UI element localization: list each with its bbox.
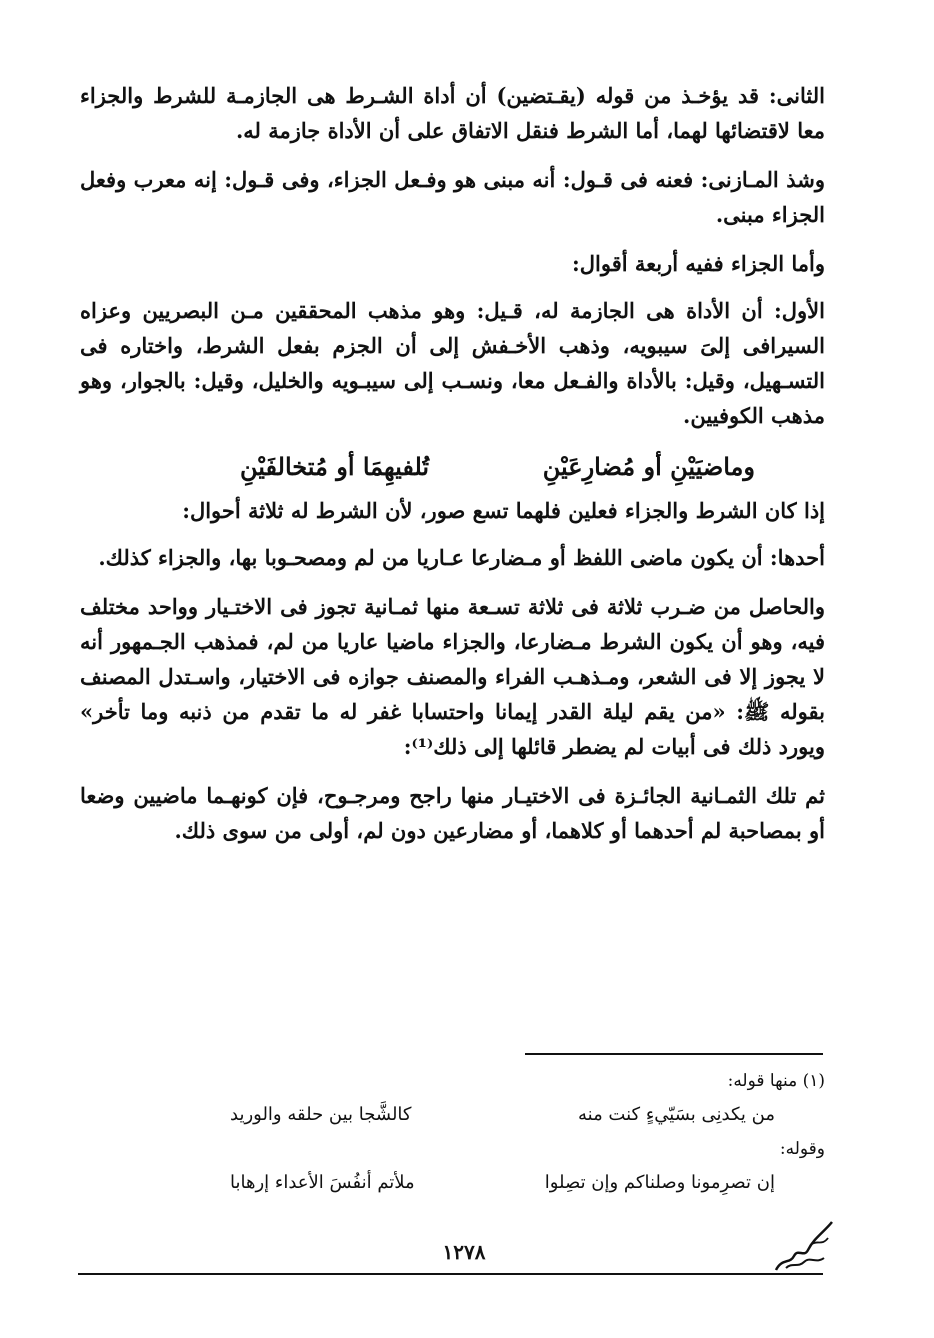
- paragraph-jaza-intro: وأما الجزاء ففيه أربعة أقوال:: [572, 251, 825, 276]
- paragraph-second-point: الثانى: قد يؤخـذ من قوله (يقـتضين) أن أداة الشـرط هى الجازمـة للشرط والجزاء معا لاقتضائها لهما، أما الشرط فنقل الاتفاق على أن الأداة جازمة له.: [80, 83, 825, 143]
- footnote-verse-1-right: من يكدنِى بسَيّيءٍ كنت منه: [577, 1104, 775, 1125]
- paragraph-nine-forms: إذا كان الشرط والجزاء فعلين فلهما تسع صور، لأن الشرط له ثلاثة أحوال:: [182, 498, 825, 523]
- footnote-verse-1-left: كالشَّجا بين حلقه والوريد: [230, 1104, 412, 1125]
- paragraph-result: والحاصل من ضـرب ثلاثة فى ثلاثة تسـعة منها ثمـانية تجوز فى الاختـيار وواحد مختلف فيه، وهو أن يكون الشرط مـضارعا، والجزاء ماضيا عاريا من لم، فمذهب الجـمهور أنه لا يجوز إلا فى الشعر، ومـذهـب الفراء والمصنف جوازه فى الاختيار، واسـتدل المصنف بقوله ﷺ: «من يقم ليلة القدر إيمانا واحتسابا غفر له ما تقدم من ذنبه وما تأخر» ويورد ذلك فى أبيات لم يضطر قائلها إلى ذلك⁽¹⁾:: [80, 594, 825, 759]
- verse-line: [80, 447, 825, 487]
- verse-hemistich-right: وماضيَيْنِ أو مُضارِعَيْنِ: [542, 452, 755, 481]
- footnote-divider: [525, 1053, 823, 1055]
- paragraph-first-opinion: الأول: أن الأداة هى الجازمة له، قـيل: وهو مذهب المحققين مـن البصريين وعزاه السيرافى إلىَ سيبويه، وذهب الأخـفش إلى أن الجزم بفعل الشرط، واختاره فى التسـهيل، وقيل: بالأداة والفـعل معا، ونسـب إلى سيبـويه والخليل، وقيل: بالجوار، وهو مذهب الكوفيين.: [80, 298, 825, 428]
- main-text: [80, 78, 825, 862]
- footnote-intro: (١) منها قوله:: [727, 1071, 825, 1091]
- footnote-verse-1: [150, 1096, 825, 1134]
- paragraph-mazini: وشذ المـازنى: فعنه فى قـول: أنه مبنى هو وفـعل الجزاء، وفى قـول: إنه معرب وفعل الجزاء مبنى.: [80, 167, 825, 227]
- footnote-verse-2: [150, 1164, 825, 1202]
- footnote-verse-2-left: ملأتم أنفُسَ الأعداء إرهابا: [230, 1172, 415, 1193]
- page-number: ١٢٧٨: [442, 1240, 486, 1264]
- signature-mark-icon: [768, 1218, 838, 1278]
- footnote-verse-2-right: إن تصرِمونا وصلناكم وإن تصِلوا: [544, 1172, 775, 1193]
- footnotes: [150, 1066, 825, 1202]
- verse-hemistich-left: تُلفيهِمَا أو مُتخالفَيْنِ: [240, 452, 430, 481]
- paragraph-eight-allowed: ثم تلك الثمـانية الجائـزة فى الاختيـار منها راجح ومرجـوح، فإن كونهـما ماضيين وضعا أو بمصاحبة لم أحدهما أو كلاهما، أو مضارعين دون لم، أولى من سوى ذلك.: [80, 783, 825, 843]
- paragraph-first-case: أحدها: أن يكون ماضى اللفظ أو مـضارعا عـاريا من لم ومصحـوبا بها، والجزاء كذلك.: [98, 545, 825, 570]
- bottom-rule: [78, 1273, 823, 1275]
- footnote-second-intro: وقوله:: [779, 1139, 825, 1159]
